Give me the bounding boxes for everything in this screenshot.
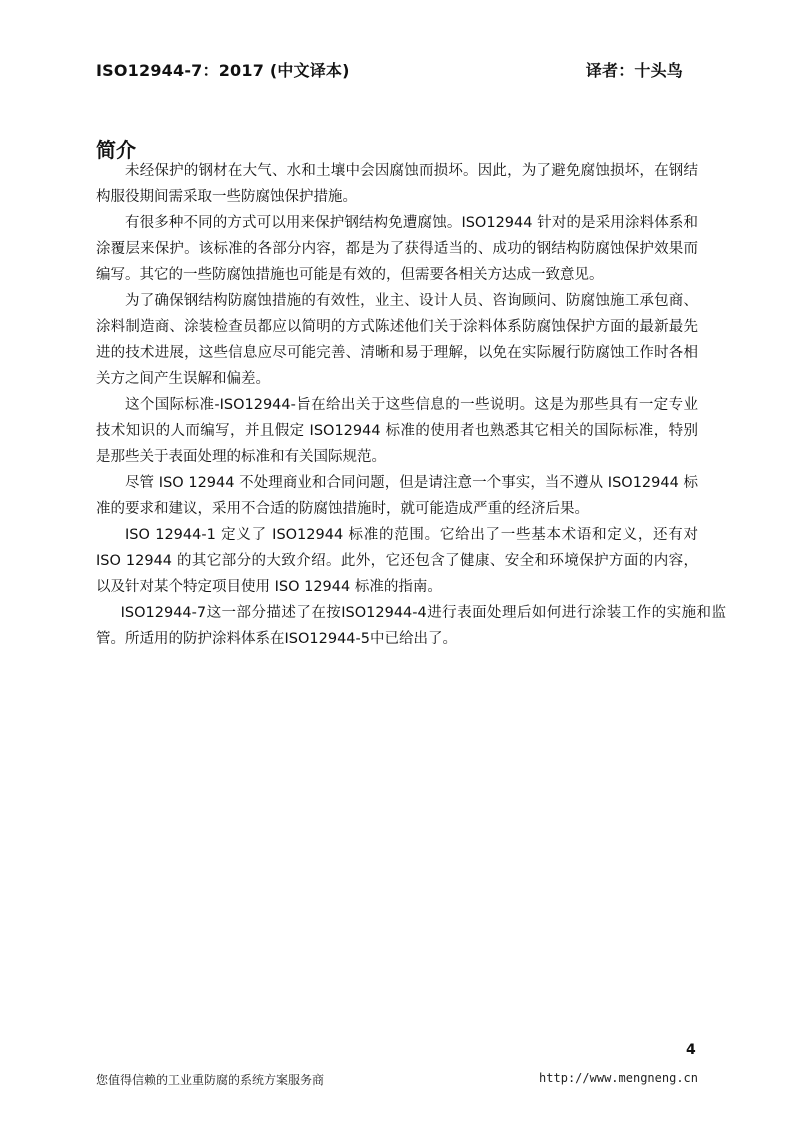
paragraph: 尽管 ISO 12944 不处理商业和合同问题，但是请注意一个事实，当不遵从 ISO12944 标准的要求和建议，采用不合适的防腐蚀措施时，就可能造成严重的经济后果。: [96, 475, 698, 517]
footer-tagline: 您值得信赖的工业重防腐的系统方案服务商: [96, 1073, 325, 1087]
section-title: 简介: [96, 138, 136, 162]
document-header-title: ISO12944-7：2017 (中文译本): [96, 61, 350, 80]
paragraph: 这个国际标准-ISO12944-旨在给出关于这些信息的一些说明。这是为那些具有一定专业技术知识的人而编写，并且假定 ISO12944 标准的使用者也熟悉其它相关的国际标准，特别是那些关于表面处理的标准和有关国际规范。: [96, 397, 698, 465]
translator-credit: 译者：十头鸟: [585, 61, 683, 80]
page-number: 4: [686, 1042, 696, 1058]
paragraph: 有很多种不同的方式可以用来保护钢结构免遭腐蚀。ISO12944 针对的是采用涂料体系和涂覆层来保护。该标准的各部分内容，都是为了获得适当的、成功的钢结构防腐蚀保护效果而编写。其它的一些防腐蚀措施也可能是有效的，但需要各相关方达成一致意见。: [96, 215, 698, 283]
paragraph: ISO 12944-1 定义了 ISO12944 标准的范围。它给出了一些基本术语和定义，还有对 ISO 12944 的其它部分的大致介绍。此外，它还包含了健康、安全和环境保护方面的内容，以及针对某个特定项目使用 ISO 12944 标准的指南。: [96, 527, 698, 595]
paragraph: 未经保护的钢材在大气、水和土壤中会因腐蚀而损坏。因此，为了避免腐蚀损坏，在钢结构服役期间需采取一些防腐蚀保护措施。: [96, 163, 698, 205]
section-body: [96, 158, 726, 652]
paragraph: ISO12944-7这一部分描述了在按ISO12944-4进行表面处理后如何进行涂装工作的实施和监管。所适用的防护涂料体系在ISO12944-5中已给出了。: [96, 605, 726, 647]
paragraph: 为了确保钢结构防腐蚀措施的有效性，业主、设计人员、咨询顾问、防腐蚀施工承包商、涂料制造商、涂装检查员都应以简明的方式陈述他们关于涂料体系防腐蚀保护方面的最新最先进的技术进展，这些信息应尽可能完善、清晰和易于理解，以免在实际履行防腐蚀工作时各相关方之间产生误解和偏差。: [96, 293, 698, 387]
footer-url: http://www.mengneng.cn: [539, 1071, 698, 1085]
